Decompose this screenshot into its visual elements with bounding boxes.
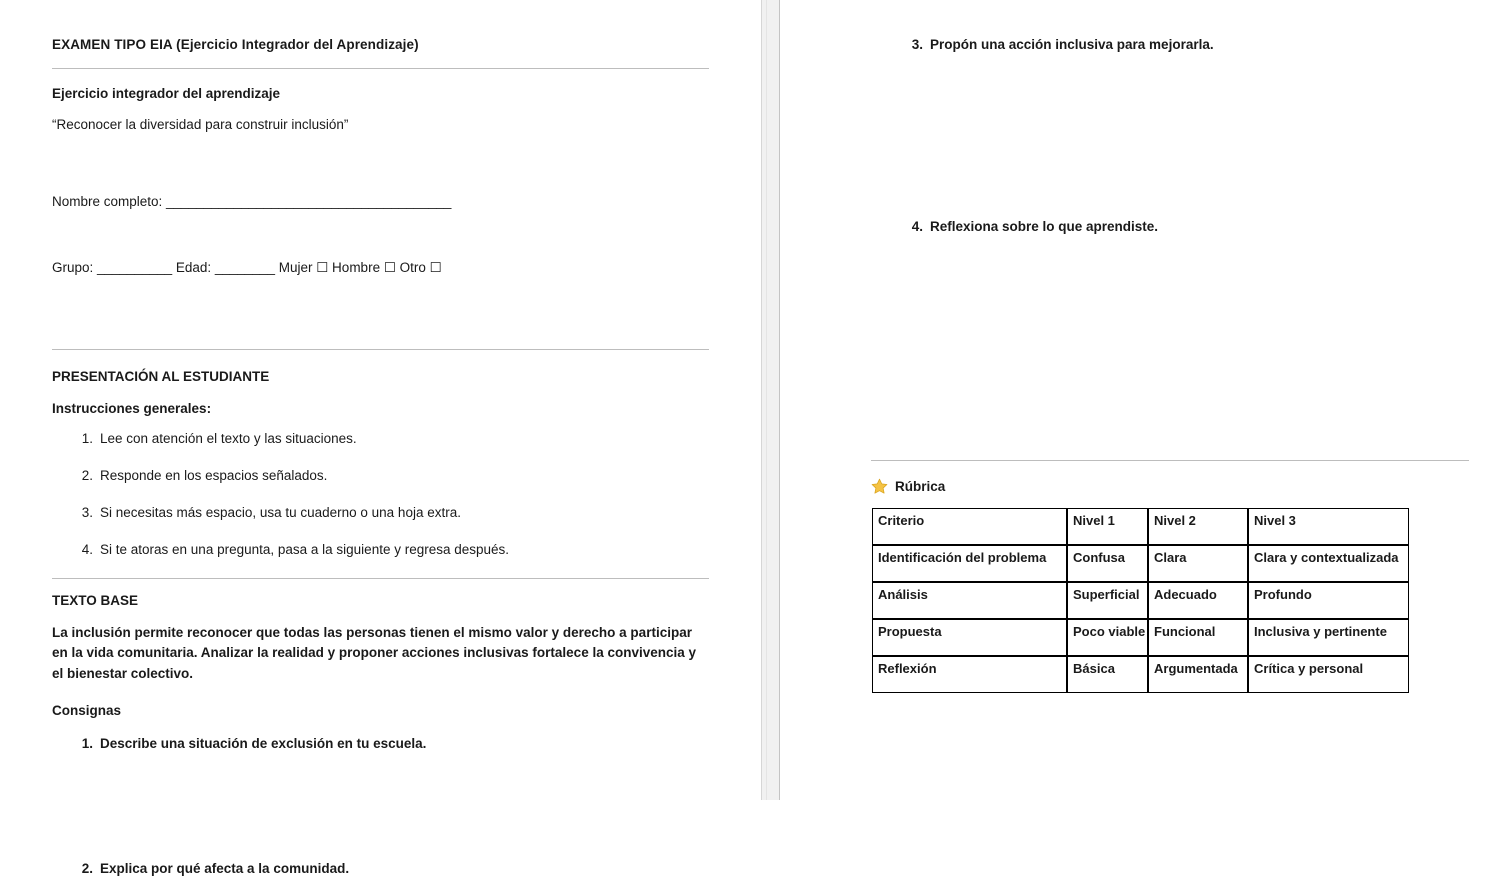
exercise-quote: “Reconocer la diversidad para construir inclusión” <box>52 117 349 133</box>
divider-presentation <box>52 349 709 350</box>
cell-nivel-1: Confusa <box>1067 545 1148 582</box>
consigna-item-3: 3. Propón una acción inclusiva para mejorarla. <box>930 36 1488 55</box>
cell-nivel-3: Crítica y personal <box>1248 656 1409 693</box>
gutter-inner-line <box>766 0 767 800</box>
cell-criterio: Propuesta <box>872 619 1067 656</box>
cell-nivel-3: Clara y contextualizada <box>1248 545 1409 582</box>
page-gutter <box>761 0 780 800</box>
cell-nivel-3: Profundo <box>1248 582 1409 619</box>
instructions-label: Instrucciones generales: <box>52 400 212 416</box>
consignas-label: Consignas <box>52 703 122 719</box>
name-field-line[interactable]: Nombre completo: ______________________________________ <box>52 194 452 210</box>
column-header-nivel-1: Nivel 1 <box>1067 508 1148 545</box>
table-row <box>872 656 1409 693</box>
student-fields <box>52 148 709 323</box>
document-page-right <box>780 0 1501 693</box>
column-header-nivel-2: Nivel 2 <box>1148 508 1248 545</box>
column-header-criterio: Criterio <box>872 508 1067 545</box>
base-text-paragraph: La inclusión permite reconocer que todas las personas tienen el mismo valor y derecho a participar en la vida comunitaria. Analizar la realidad y proponer acciones inclusivas fortalece la convivencia y el bienestar colectivo. <box>52 624 697 681</box>
cell-nivel-3: Inclusiva y pertinente <box>1248 619 1409 656</box>
consignas-list-left <box>52 735 709 879</box>
cell-nivel-1: Poco viable <box>1067 619 1148 656</box>
cell-criterio: Identificación del problema <box>872 545 1067 582</box>
consignas-list-right <box>891 36 1488 237</box>
divider-base-text <box>52 578 709 579</box>
list-item: Si te atoras en una pregunta, pasa a la siguiente y regresa después. <box>100 541 510 557</box>
group-age-gender-field-line[interactable]: Grupo: __________ Edad: ________ Mujer ☐ Hombre ☐ Otro ☐ <box>52 259 442 275</box>
table-row <box>872 545 1409 582</box>
cell-nivel-2: Adecuado <box>1148 582 1248 619</box>
table-row <box>872 582 1409 619</box>
list-item: Si necesitas más espacio, usa tu cuaderno o una hoja extra. <box>100 504 461 520</box>
exercise-heading: Ejercicio integrador del aprendizaje <box>52 86 281 102</box>
table-row <box>872 619 1409 656</box>
consigna-item-4: 4. Reflexiona sobre lo que aprendiste. <box>930 218 1488 237</box>
column-header-nivel-3: Nivel 3 <box>1248 508 1409 545</box>
table-header-row <box>872 508 1409 545</box>
divider-top <box>52 68 709 69</box>
rubric-table <box>872 508 1409 693</box>
rubric-heading-label: Rúbrica <box>895 478 946 494</box>
cell-nivel-2: Clara <box>1148 545 1248 582</box>
cell-criterio: Reflexión <box>872 656 1067 693</box>
consigna-item-1: 1. Describe una situación de exclusión en tu escuela. <box>100 735 709 754</box>
cell-nivel-1: Básica <box>1067 656 1148 693</box>
divider-rubric <box>871 460 1469 461</box>
cell-nivel-1: Superficial <box>1067 582 1148 619</box>
page-title: EXAMEN TIPO EIA (Ejercicio Integrador del Aprendizaje) <box>52 37 419 52</box>
cell-nivel-2: Funcional <box>1148 619 1248 656</box>
consigna-item-2: 2. Explica por qué afecta a la comunidad. <box>100 860 709 879</box>
instructions-list <box>52 430 709 560</box>
base-text-heading: TEXTO BASE <box>52 592 139 608</box>
rubric-heading <box>871 478 1488 495</box>
presentation-heading: PRESENTACIÓN AL ESTUDIANTE <box>52 368 270 384</box>
list-item: Responde en los espacios señalados. <box>100 467 328 483</box>
cell-criterio: Análisis <box>872 582 1067 619</box>
list-item: Lee con atención el texto y las situaciones. <box>100 431 357 446</box>
star-icon <box>871 478 888 495</box>
cell-nivel-2: Argumentada <box>1148 656 1248 693</box>
